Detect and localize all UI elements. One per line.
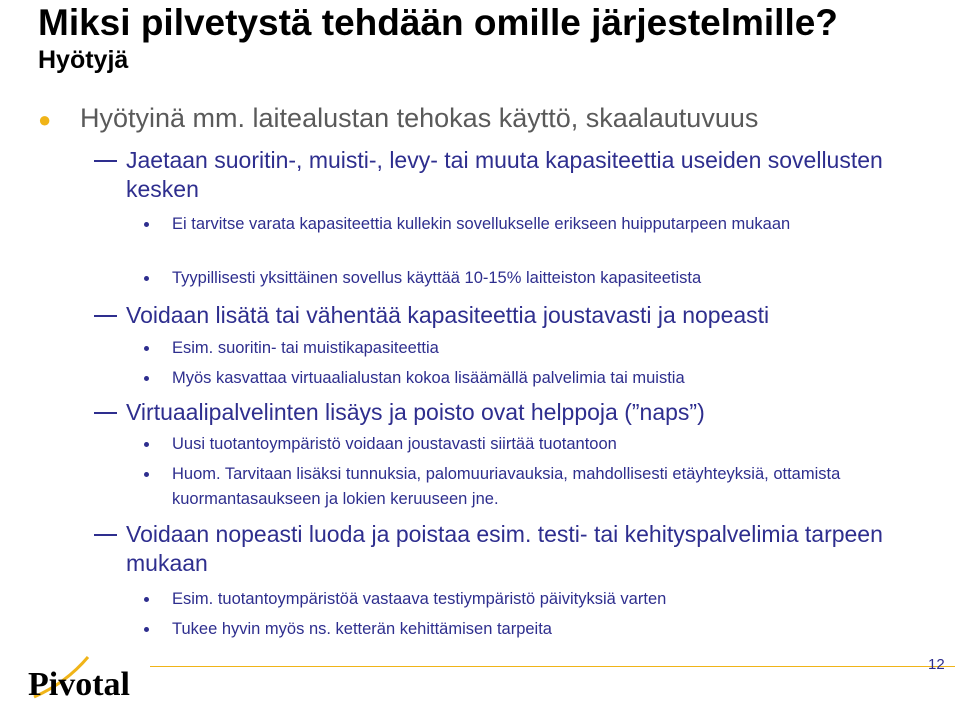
section-2 — [94, 301, 886, 330]
item-text: Esim. tuotantoympäristöä vastaava testiympäristö päivityksiä varten — [172, 590, 667, 608]
section-4-item-2 — [144, 617, 932, 642]
bullet-icon — [144, 346, 149, 351]
item-text: Ei tarvitse varata kapasiteettia kullekin sovellukselle erikseen huipputarpeen mukaan — [172, 215, 791, 233]
dash-icon — [94, 160, 117, 162]
bullet-icon — [144, 627, 149, 632]
item-text: Myös kasvattaa virtuaalialustan kokoa lisäämällä palvelimia tai muistia — [172, 369, 685, 387]
section-2-item-1 — [144, 336, 932, 361]
section-4-item-1 — [144, 587, 932, 612]
dash-icon — [94, 534, 117, 536]
section-4 — [94, 520, 886, 578]
section-1-item-2 — [144, 266, 932, 291]
section-4-text: Voidaan nopeasti luoda ja poistaa esim. testi- tai kehityspalvelimia tarpeen mukaan — [126, 521, 883, 576]
section-3 — [94, 398, 886, 427]
section-2-text: Voidaan lisätä tai vähentää kapasiteettia joustavasti ja nopeasti — [126, 302, 770, 328]
dash-icon — [94, 412, 117, 414]
footer-rule — [150, 666, 955, 667]
bullet-icon — [144, 376, 149, 381]
item-text: Uusi tuotantoympäristö voidaan joustavasti siirtää tuotantoon — [172, 435, 617, 453]
item-text: Tyypillisesti yksittäinen sovellus käyttää 10-15% laitteiston kapasiteetista — [172, 269, 702, 287]
item-text: Tukee hyvin myös ns. ketterän kehittämisen tarpeita — [172, 620, 552, 638]
section-3-text: Virtuaalipalvelinten lisäys ja poisto ovat helppoja (”naps”) — [126, 399, 705, 425]
section-2-item-2 — [144, 366, 932, 391]
bullet-icon — [144, 276, 149, 281]
section-1-text: Jaetaan suoritin-, muisti-, levy- tai muuta kapasiteettia useiden sovellusten kesken — [126, 147, 883, 202]
logo-text: Pivotal — [28, 666, 130, 701]
bullet-icon — [144, 597, 149, 602]
bullet-dot-icon: ● — [38, 107, 52, 132]
item-text: Huom. Tarvitaan lisäksi tunnuksia, palomuuriavauksia, mahdollisesti etäyhteyksiä, ottamista kuormantasaukseen ja lokien keruuseen jne. — [172, 465, 841, 508]
bullet-icon — [144, 472, 149, 477]
page-number: 12 — [928, 656, 945, 673]
section-1-item-1 — [144, 212, 932, 237]
section-3-item-2 — [144, 462, 932, 512]
pivotal-logo — [26, 651, 144, 701]
section-1 — [94, 146, 886, 204]
section-3-item-1 — [144, 432, 932, 457]
slide-subtitle: Hyötyjä — [38, 46, 129, 74]
main-bullet-text: Hyötyinä mm. laitealustan tehokas käyttö, skaalautuvuus — [80, 103, 759, 133]
dash-icon — [94, 315, 117, 317]
bullet-icon — [144, 222, 149, 227]
slide-title: Miksi pilvetystä tehdään omille järjestelmille? — [38, 2, 838, 43]
item-text: Esim. suoritin- tai muistikapasiteettia — [172, 339, 439, 357]
bullet-icon — [144, 442, 149, 447]
